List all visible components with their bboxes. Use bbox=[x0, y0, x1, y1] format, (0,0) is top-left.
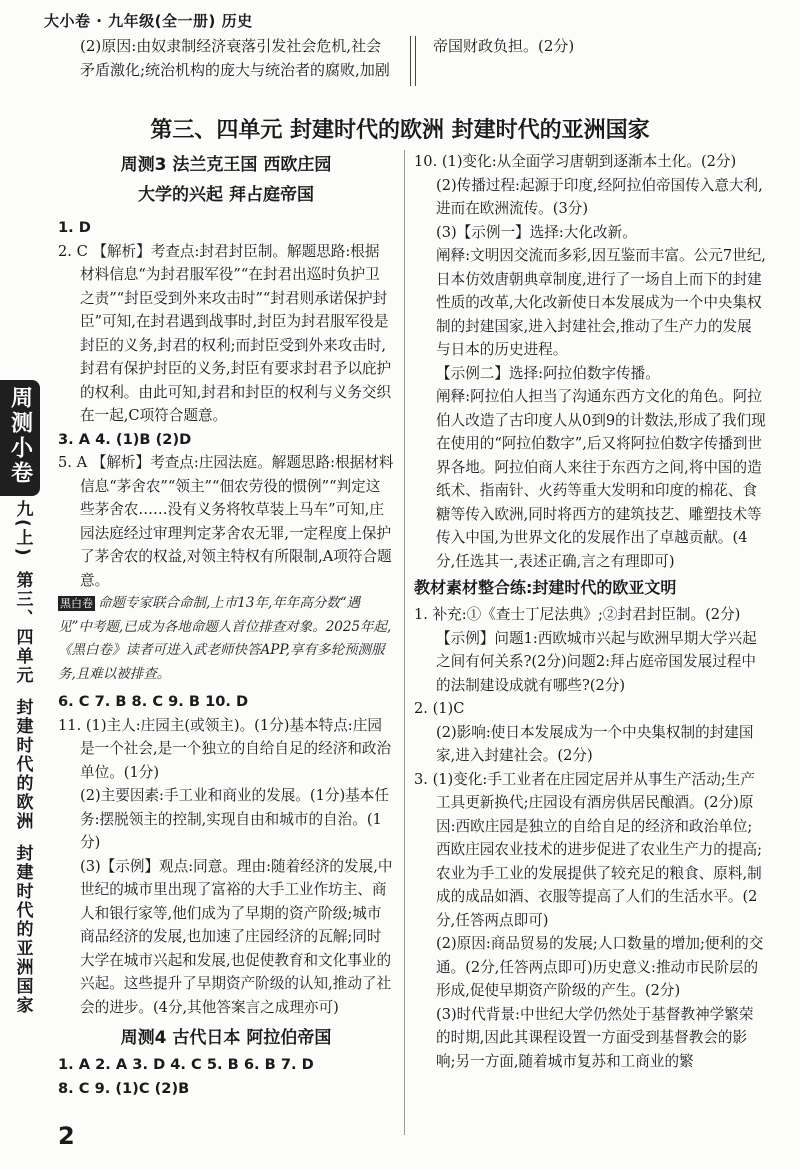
left-column bbox=[58, 150, 394, 1100]
section-title-week3: 周测3 法兰克王国 西欧庄园 bbox=[120, 155, 332, 175]
column-divider bbox=[404, 150, 405, 1135]
section-title-integration: 教材素材整合练:封建时代的欧亚文明 bbox=[414, 578, 677, 597]
page-number: 2 bbox=[58, 1122, 75, 1150]
answers-week4-row1: 1. A 2. A 3. D 4. C 5. B 6. B 7. D bbox=[58, 1056, 314, 1073]
answer-10-part3: (3)【示例一】选择:大化改新。 bbox=[436, 223, 637, 241]
integration-answer-2: 2. (1)C bbox=[414, 700, 465, 717]
answer-3-4: 3. A 4. (1)B (2)D bbox=[58, 430, 192, 448]
promo-badge: 黑白卷 bbox=[60, 597, 93, 610]
unit-title: 第三、四单元 封建时代的欧洲 封建时代的亚洲国家 bbox=[150, 118, 650, 143]
answer-2: 2. C 【解析】考查点:封君封臣制。解题思路:根据材料信息“为封君服军役”“在封君出巡时负护卫之责”“封臣受到外来攻击时”“封君则承诺保护封臣”可知,在封君遇到战事时,封臣为封君服军役是封臣的义务,封君的权利;而封臣受到外来攻击时,封君有保护封臣的义务,封臣有要求封君予以庇护的权利。由此可知,封君和封臣的权利与义务交织在一起,C项符合题意。 bbox=[58, 242, 392, 424]
answer-11-part2: (2)主要因素:手工业和商业的发展。(1分)基本任务:摆脱领主的控制,实现自由和城市的自治。(1分) bbox=[80, 787, 389, 851]
answer-10-example2: 【示例二】选择:阿拉伯数字传播。 bbox=[436, 364, 660, 382]
column-break-mark bbox=[410, 36, 416, 86]
top-left-text: (2)原因:由奴隶制经济衰落引发社会危机,社会 矛盾激化;统治机构的庞大与统治者的腐败,加剧 bbox=[80, 37, 390, 79]
promo-note: 黑白卷 命题专家联合命制,上市13年,年年高分数“遇见”中考题,已成为各地命题人首位排查对象。2025年起,《黑白卷》读者可进入武老师快答APP,享有多轮预测服务,且难以被排查。 bbox=[58, 595, 392, 682]
integration-answer-2-impact: (2)影响:使日本发展成为一个中央集权制的封建国家,进入封建社会。(2分) bbox=[436, 723, 754, 764]
weekly-test-tab: 周测小卷 bbox=[0, 380, 40, 496]
answer-6-10: 6. C 7. B 8. C 9. B 10. D bbox=[58, 693, 249, 710]
integration-answer-3-part3: (3)时代背景:中世纪大学仍然处于基督教神学繁荣的时期,因此其课程设置一方面受到基督教会的影响;另一方面,随着城市复苏和工商业的繁 bbox=[436, 1005, 754, 1070]
answers-week4-row2: 8. C 9. (1)C (2)B bbox=[58, 1079, 190, 1097]
section-subtitle-week3: 大学的兴起 拜占庭帝国 bbox=[138, 185, 314, 205]
answer-11-part1: 11. (1)主人:庄园主(或领主)。(1分)基本特点:庄园是一个社会,是一个独立的自给自足的经济和政治单位。(1分) bbox=[58, 716, 392, 781]
answer-11-part3: (3)【示例】观点:同意。理由:随着经济的发展,中世纪的城市里出现了富裕的大手工业作坊主、商人和银行家等,他们成为了早期的资产阶级;城市商品经济的发展,也加速了庄园经济的瓦解;同时大学在城市兴起和发展,也促使教育和文化事业的兴起。这些提升了早期资产阶级的认知,推动了社会的进步。(4分,其他答案言之成理亦可) bbox=[80, 857, 393, 1016]
answer-1: 1. D bbox=[58, 219, 91, 236]
integration-answer-3-part1: 3. (1)变化:手工业者在庄园定居并从事生产活动;生产工具更新换代;庄园设有酒房供居民酿酒。(2分)原因:西欧庄园是独立的自给自足的经济和政治单位;西欧庄园农业技术的进步促进了农业生产力的提高;农业为手工业的发展提供了较充足的粮食、原料,制成的成品如酒、衣服等提高了人们的生活水平。(2分,任答两点即可) bbox=[414, 770, 762, 929]
answer-10-part2: (2)传播过程:起源于印度,经阿拉伯帝国传入意大利,进而在欧洲流传。(3分) bbox=[436, 176, 763, 217]
right-column bbox=[414, 150, 766, 1073]
answer-10-part1: 10. (1)变化:从全面学习唐朝到逐渐本土化。(2分) bbox=[414, 153, 737, 170]
integration-answer-1: 1. 补充:①《查士丁尼法典》;②封君封臣制。(2分) bbox=[414, 606, 741, 623]
book-header: 大小卷 · 九年级(全一册) 历史 bbox=[44, 12, 253, 30]
section-title-week4: 周测4 古代日本 阿拉伯帝国 bbox=[120, 1028, 332, 1048]
side-label: 九(上) 第三、四单元 封建时代的欧洲 封建时代的亚洲国家 bbox=[12, 500, 33, 1015]
integration-answer-3-part2: (2)原因:商品贸易的发展;人口数量的增加;便利的交通。(2分,任答两点即可)历史意义:推动市民阶层的形成,促使早期资产阶级的产生。(2分) bbox=[436, 935, 764, 999]
answer-10-explain1: 阐释:文明因交流而多彩,因互鉴而丰富。公元7世纪,日本仿效唐朝典章制度,进行了一场自上而下的封建性质的改革,大化改新使日本发展成为一个中央集权制的封建国家,进入封建社会,推动了生产力的发展与日本的历史进程。 bbox=[436, 247, 766, 358]
top-right-text: 帝国财政负担。(2分) bbox=[433, 37, 575, 55]
answer-5: 5. A 【解析】考查点:庄园法庭。解题思路:根据材料信息“茅舍农”“领主”“佃农劳役的惯例”“判定这些茅舍农……没有义务将牧草装上马车”可知,庄园法庭经过审理判定茅舍农无罪,一定程度上保护了茅舍农的权益,对领主特权有所限制,A项符合题意。 bbox=[58, 454, 394, 589]
answer-10-explain2: 阐释:阿拉伯人担当了沟通东西方文化的角色。阿拉伯人改造了古印度人从0到9的计数法,形成了我们现在使用的“阿拉伯数字”,后又将阿拉伯数字传播到世界各地。阿拉伯商人来往于东西方之间,将中国的造纸术、指南针、火药等重大发明和印度的棉花、食糖等传入欧洲,同时将西方的建筑技艺、雕塑技术等传入中国,为世界文化的发展作出了卓越贡献。(4分,任选其一,表述正确,言之有理即可) bbox=[436, 388, 766, 570]
integration-answer-1-example: 【示例】问题1:西欧城市兴起与欧洲早期大学兴起之间有何关系?(2分)问题2:拜占庭帝国发展过程中的法制建设成就有哪些?(2分) bbox=[436, 629, 757, 694]
